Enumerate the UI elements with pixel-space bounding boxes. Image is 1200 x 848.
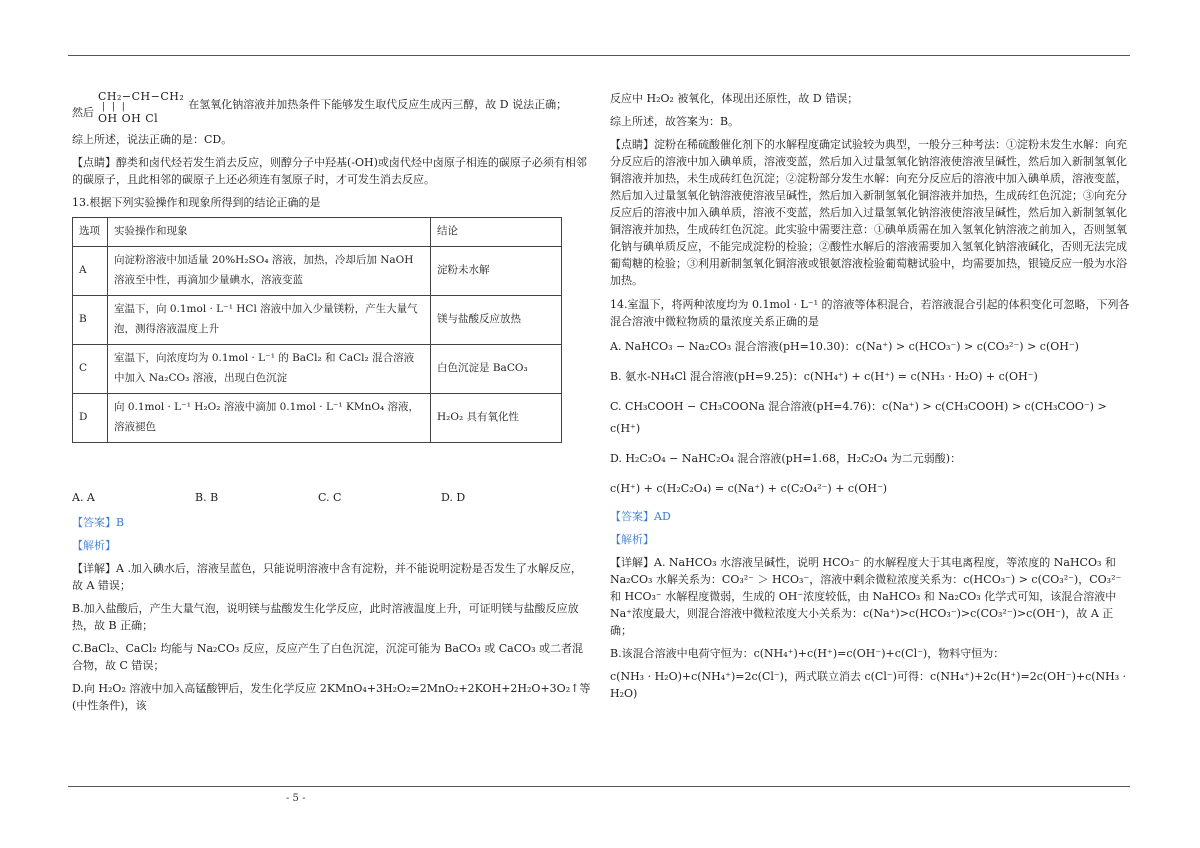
detail-c: C.BaCl₂、CaCl₂ 均能与 Na₂CO₃ 反应，反应产生了白色沉淀，沉淀可能为 BaCO₃ 或 CaCO₃ 或二者混合物，故 C 错误； — [72, 641, 584, 672]
option-d-equation: c(H⁺) + c(H₂C₂O₄) = c(Na⁺) + c(C₂O₄²⁻) + c(OH⁻) — [610, 481, 888, 495]
table-cell-conclusion: 淀粉未水解 — [431, 247, 562, 296]
table-header-row — [73, 218, 562, 247]
left-summary: 综上所述，说法正确的是：CD。 — [72, 133, 233, 146]
table-header-cell: 结论 — [431, 218, 562, 247]
analysis-label: 【解析】 — [72, 538, 116, 552]
answer-label: 【答案】B — [72, 515, 125, 529]
table-row — [73, 344, 562, 393]
detail-b-equation: c(NH₃ · H₂O)+c(NH₄⁺)=2c(Cl⁻)，两式联立消去 c(Cl⁻)可得：c(NH₄⁺)+2c(H⁺)=2c(OH⁻)+c(NH₃ · H₂O) — [610, 669, 1127, 701]
header-rule — [68, 55, 1130, 56]
option-c: C. CH₃COOH − CH₃COONa 混合溶液(pH=4.76)：c(Na⁺) > c(CH₃COOH) > c(CH₃COO⁻) > c(H⁺) — [610, 399, 1107, 435]
choice-c: C. C — [318, 490, 342, 504]
chloropropanediol-structure — [98, 90, 184, 125]
choice-b: B. B — [195, 490, 219, 504]
table-cell-operation: 向淀粉溶液中加适量 20%H₂SO₄ 溶液，加热，冷却后加 NaOH 溶液至中性，再滴加少量碘水，溶液变蓝 — [108, 247, 431, 296]
table-cell-operation: 室温下，向浓度均为 0.1mol · L⁻¹ 的 BaCl₂ 和 CaCl₂ 混合溶液中加入 Na₂CO₃ 溶液，出现白色沉淀 — [108, 344, 431, 393]
table-row — [73, 393, 562, 442]
experiment-table — [72, 217, 562, 442]
detail-b: B.加入盐酸后，产生大量气泡，说明镁与盐酸发生化学反应，此时溶液温度上升，可证明镁与盐酸反应放热，故 B 正确； — [72, 601, 579, 632]
table-row — [73, 247, 562, 296]
left-column — [72, 90, 592, 720]
table-cell-operation: 向 0.1mol · L⁻¹ H₂O₂ 溶液中滴加 0.1mol · L⁻¹ KMnO₄ 溶液，溶液褪色 — [108, 393, 431, 442]
intro-line — [72, 90, 592, 125]
detail-d: D.向 H₂O₂ 溶液中加入高锰酸钾后，发生化学反应 2KMnO₄+3H₂O₂=2MnO₂+2KOH+2H₂O+3O₂↑等(中性条件)，该 — [72, 682, 591, 713]
intro-prefix: 然后 — [72, 106, 94, 119]
option-a: A. NaHCO₃ − Na₂CO₃ 混合溶液(pH=10.30)：c(Na⁺) > c(HCO₃⁻) > c(CO₃²⁻) > c(OH⁻) — [610, 339, 1079, 353]
left-tip: 【点睛】醇类和卤代烃若发生消去反应，则醇分子中羟基(-OH)或卤代烃中卤原子相连的碳原子必须有相邻的碳原子，且此相邻的碳原子上还必须连有氢原子时，才可发生消去反应。 — [72, 156, 587, 187]
structure-bonds: | | | — [102, 102, 127, 112]
structure-bottom: OH OH Cl — [98, 112, 159, 125]
table-row — [73, 296, 562, 345]
table-cell-conclusion: H₂O₂ 具有氧化性 — [431, 393, 562, 442]
option-b: B. 氨水-NH₄Cl 混合溶液(pH=9.25)：c(NH₄⁺) + c(H⁺) = c(NH₃ · H₂O) + c(OH⁻) — [610, 369, 1038, 383]
answer-label: 【答案】AD — [610, 509, 671, 523]
table-header-cell: 实验操作和现象 — [108, 218, 431, 247]
right-column — [610, 90, 1130, 708]
question-14-title: 14.室温下，将两种浓度均为 0.1mol · L⁻¹ 的溶液等体积混合，若溶液混合引起的体积变化可忽略，下列各混合溶液中微粒物质的量浓度关系正确的是 — [610, 297, 1130, 328]
page-number: - 5 - — [286, 793, 306, 804]
right-summary: 综上所述，故答案为：B。 — [610, 115, 740, 129]
footer-rule — [68, 786, 1130, 787]
detail-a: 【详解】A .加入碘水后，溶液呈蓝色，只能说明溶液中含有淀粉，并不能说明淀粉是否发生了水解反应，故 A 错误； — [72, 561, 582, 592]
choice-d: D. D — [441, 490, 466, 504]
choice-a: A. A — [72, 490, 95, 504]
right-tip: 【点睛】淀粉在稀硫酸催化剂下的水解程度确定试验较为典型，一般分三种考法：①淀粉未发生水解：向充分反应后的溶液中加入碘单质，溶液变蓝，然后加入过量氢氧化钠溶液使溶液呈碱性，然后加入新制氢氧化铜溶液并加热，未生成砖红色沉淀；②淀粉部分发生水解：向充分反应后的溶液中加入碘单质，溶液变蓝，然后加入过量氢氧化钠溶液使溶液呈碱性，然后加入新制氢氧化铜溶液并加热，生成砖红色沉淀；③向充分反应后的溶液中加入碘单质，溶液不变蓝，然后加入过量氢氧化钠溶液使溶液呈碱性，然后加入新制氢氧化铜溶液并加热，生成砖红色沉淀。此实验中需要注意：①碘单质需在加入氢氧化钠溶液之前加入，否则氢氧化钠与碘单质反应，不能完成淀粉的检验；②酸性水解后的溶液需要加入氢氧化钠溶液碱化，否则无法完成葡萄糖的检验；③利用新制氢氧化铜溶液或银氨溶液检验葡萄糖试验中，均需要加热，银镜反应一般为水浴加热。 — [610, 138, 1127, 288]
right-continuation: 反应中 H₂O₂ 被氧化，体现出还原性，故 D 错误； — [610, 92, 859, 105]
table-cell-operation: 室温下，向 0.1mol · L⁻¹ HCl 溶液中加入少量镁粉，产生大量气泡，测得溶液温度上升 — [108, 296, 431, 345]
table-cell-conclusion: 白色沉淀是 BaCO₃ — [431, 344, 562, 393]
table-cell-conclusion: 镁与盐酸反应放热 — [431, 296, 562, 345]
answer-choices — [72, 489, 592, 506]
question-13-title: 13.根据下列实验操作和现象所得到的结论正确的是 — [72, 196, 321, 210]
detail-b: B.该混合溶液中电荷守恒为：c(NH₄⁺)+c(H⁺)=c(OH⁻)+c(Cl⁻)，物料守恒为： — [610, 646, 1005, 660]
table-cell-option: D — [73, 393, 108, 442]
table-cell-option: A — [73, 247, 108, 296]
intro-suffix: 在氢氧化钠溶液并加热条件下能够发生取代反应生成丙三醇，故 D 说法正确； — [188, 98, 568, 111]
detail-a: 【详解】A. NaHCO₃ 水溶液呈碱性，说明 HCO₃⁻ 的水解程度大于其电离程度，等浓度的 NaHCO₃ 和 Na₂CO₃ 水解关系为：CO₃²⁻ ＞ HCO₃⁻，溶液中剩余微粒浓度关系为：c(HCO₃⁻) > c(CO₃²⁻)，CO₃²⁻ 和 HCO₃⁻ 水解程度微弱，生成的 OH⁻浓度较低，由 NaHCO₃ 和 Na₂CO₃ 化学式可知，该混合溶液中 Na⁺浓度最大，则混合溶液中微粒浓度大小关系为：c(Na⁺)>c(HCO₃⁻)>c(CO₃²⁻)>c(OH⁻)，故 A 正确； — [610, 555, 1122, 637]
analysis-label: 【解析】 — [610, 532, 654, 546]
table-cell-option: B — [73, 296, 108, 345]
table-header-cell: 选项 — [73, 218, 108, 247]
structure-top: CH₂−CH−CH₂ — [98, 90, 185, 103]
table-cell-option: C — [73, 344, 108, 393]
option-d: D. H₂C₂O₄ − NaHC₂O₄ 混合溶液(pH=1.68，H₂C₂O₄ 为二元弱酸)： — [610, 451, 962, 465]
